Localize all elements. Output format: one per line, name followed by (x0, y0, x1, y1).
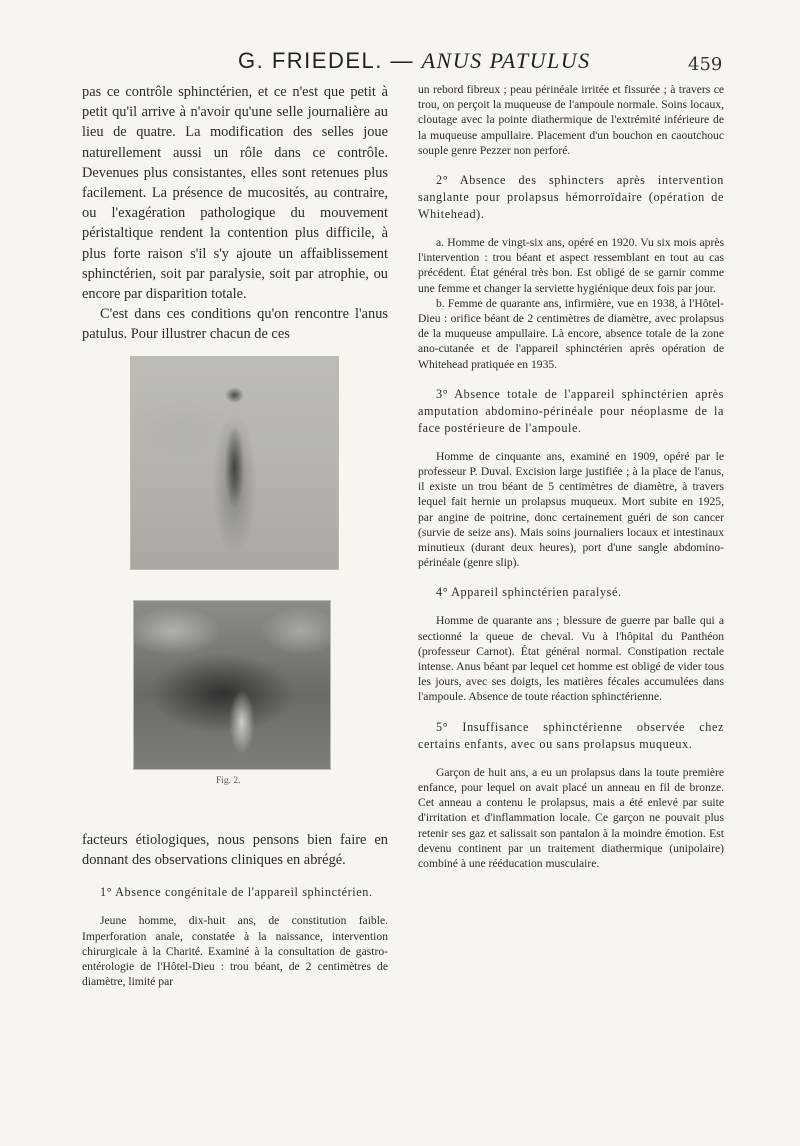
paragraph: C'est dans ces conditions qu'on rencontre l'anus patulus. Pour illustrer chacun de ces (82, 306, 388, 343)
section-heading: 5° Insuffisance sphinctérienne observée chez certains enfants, avec ou sans prolapsus muqueux. (418, 719, 724, 751)
right-column (418, 82, 724, 871)
observation-text: Homme de cinquante ans, examiné en 1909, opéré par le professeur P. Duval. Excision large justifiée ; à la place de l'anus, il existe un trou béant de 5 centimètres de diamètre, à travers lequel fait hernie un prolapsus muqueux. Mort subite en 1925, par angine de poitrine, donc certainement guéri de son cancer (survie de seize ans). Mais soins journaliers locaux et intestinaux minutieux (durant deux heures), port d'une sangle abdomino-périnéale (genre slip). (418, 449, 724, 570)
header-author: G. FRIEDEL. — (238, 48, 414, 73)
header-title (238, 48, 591, 74)
observation-text: Homme de quarante ans ; blessure de guerre par balle qui a sectionné la queue de cheval. Vu à l'hôpital du Panthéon (professeur Carnot). État général normal. Constipation rectale intense. Anus béant par lequel cet homme est obligé de vider tous les jours, avec ses doigts, les matières fécales accumulées dans l'ampoule. Absence de toute réaction sphinctérienne. (418, 614, 724, 704)
header-running-title: ANUS PATULUS (421, 48, 591, 73)
left-column (82, 82, 388, 345)
section-heading: 3° Absence totale de l'appareil sphinctérien après amputation abdomino-périnéale pour néoplasme de la face postérieure de l'ampoule. (418, 386, 724, 435)
figure-caption: Fig. 2. (216, 776, 241, 786)
figure-image-top (130, 356, 339, 570)
observation-text: a. Homme de vingt-six ans, opéré en 1920. Vu six mois après l'intervention : trou béant et aspect ressemblant en tout au cas précédent. État général très bon. Est obligé de se garnir comme une femme et changer la serviette hygiénique deux fois par jour. (418, 236, 724, 295)
left-column-lower (82, 830, 388, 989)
section-heading: 4° Appareil sphinctérien paralysé. (436, 585, 622, 600)
page-number: 459 (688, 54, 723, 75)
observation-text: Jeune homme, dix-huit ans, de constitution faible. Imperforation anale, constatée à la naissance, intervention chirurgicale à la Charité. Examiné à la consultation de gastro-entérologie de l'Hôtel-Dieu : trou béant, de 2 centimètres de diamètre, limité par (82, 914, 388, 989)
figure-image-bottom (133, 600, 331, 770)
paragraph: pas ce contrôle sphinctérien, et ce n'est que petit à petit qu'il arrive à n'avoir qu'une selle journalière au lieu de quatre. La modification des selles joue naturellement aussi un rôle dans ce contrôle. Devenues plus consistantes, elles sont retenues plus facilement. La présence de mucosités, au contraire, ou l'exagération pathologique du mouvement péristaltique rendent la contention plus difficile, à plus forte raison s'il s'y ajoute un affaiblissement sphinctérien, soit par paralysie, soit par atrophie, ou encore par disparition totale. (82, 84, 388, 303)
section-heading: 2° Absence des sphincters après intervention sanglante pour prolapsus hémorroïdaire (opération de Whitehead). (418, 173, 724, 222)
observation-text: un rebord fibreux ; peau périnéale irritée et fissurée ; à travers ce trou, on perçoit la muqueuse de l'ampoule normale. Soins locaux, cloutage avec la pointe diathermique de l'extrémité inférieure de la muqueuse ampullaire. Placement d'un bouchon en caoutchouc souple genre Pezzer non perforé. (418, 83, 724, 157)
running-header (0, 44, 800, 80)
observation-text: Garçon de huit ans, a eu un prolapsus dans la toute première enfance, pour lequel on avait placé un anneau en fil de bronze. Cet anneau a contenu le prolapsus, mais a été enlevé par suite d'irritation et d'inflammation locale. Ce garçon ne pouvait plus retenir ses gaz et salissait son pantalon à la moindre émotion. Est devenu continent par un traitement diathermique (unipolaire) combiné à une rééducation musculaire. (418, 765, 724, 870)
observation-text: b. Femme de quarante ans, infirmière, vue en 1938, à l'Hôtel-Dieu : orifice béant de 2 centimètres de diamètre, avec prolapsus de la muqueuse ampullaire. Là encore, absence totale de la zone ano-cutanée et de l'appareil sphinctérien après opération de Whitehead pratiquée en 1935. (418, 296, 724, 371)
paragraph: facteurs étiologiques, nous pensons bien faire en donnant des observations cliniques en abrégé. (82, 832, 388, 869)
section-heading: 1° Absence congénitale de l'appareil sphinctérien. (100, 885, 373, 900)
